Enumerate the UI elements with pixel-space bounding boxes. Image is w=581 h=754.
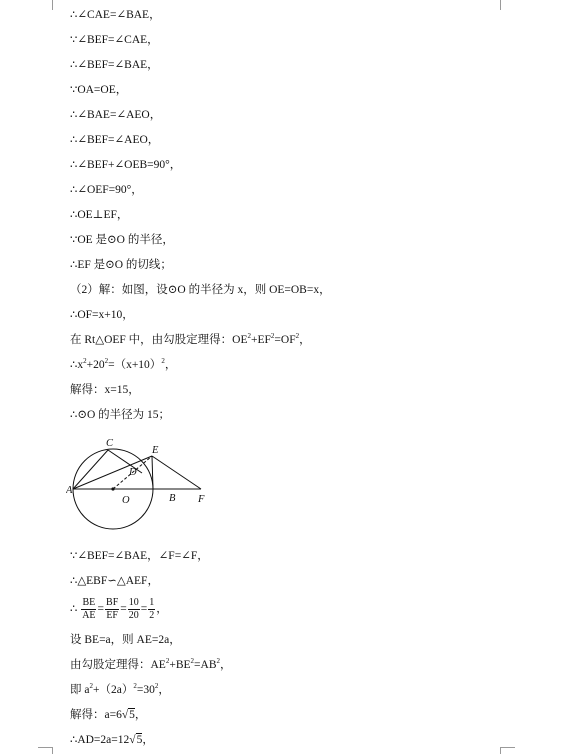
line-5: ∴∠BAE=∠AEO， [70, 109, 162, 121]
line-8: ∴∠OEF=90°， [70, 184, 143, 196]
fraction-numerator: BF [106, 596, 119, 608]
crop-mark-bottom-left [38, 747, 53, 754]
fraction-denominator: EF [106, 609, 118, 621]
line-12: （2）解：如图，设⊙O 的半径为 x，则 OE=OB=x， [70, 284, 331, 296]
line-3: ∴∠BEF=∠BAE， [70, 59, 159, 71]
line-13: ∴OF=x+10， [70, 309, 134, 321]
segment-eb [152, 456, 153, 489]
line-14-part-b: +EF [251, 334, 271, 346]
line-23-part-a: 即 a [70, 684, 90, 696]
line-25: ∴AD=2a=12√5， [70, 734, 154, 746]
line-15-part-b: +20 [86, 359, 105, 371]
line-20 [70, 596, 168, 622]
fraction-numerator: BE [82, 596, 96, 608]
superscript: 2 [295, 332, 300, 340]
label-a: A [66, 485, 73, 496]
line-15 [70, 357, 176, 373]
superscript: 2 [83, 357, 87, 365]
line-11: ∴EF 是⊙O 的切线； [70, 259, 172, 271]
fraction-denominator: 20 [128, 609, 139, 621]
geometry-figure [66, 432, 216, 540]
fraction-numerator: 1 [149, 596, 155, 608]
line-6: ∴∠BEF=∠AEO， [70, 134, 160, 146]
line-14 [70, 332, 311, 348]
line-1: ∴∠CAE=∠BAE， [70, 9, 161, 21]
line-20-therefore: ∴ [70, 603, 78, 615]
sqrt-radicand: 5 [136, 734, 143, 746]
crop-mark-bottom-right [500, 747, 515, 754]
equals-sign: = [97, 603, 105, 615]
line-14-part-d: ， [299, 334, 311, 346]
line-15-part-a: ∴x [70, 359, 84, 371]
line-19: ∴△EBF∽△AEF， [70, 575, 159, 587]
line-17: ∴⊙O 的半径为 15； [70, 409, 171, 421]
line-23 [70, 682, 170, 698]
crop-mark-top-left [38, 0, 53, 10]
line-22 [70, 657, 232, 673]
line-24: 解得：a=6√5， [70, 709, 147, 721]
line-7: ∴∠BEF+∠OEB=90°， [70, 159, 182, 171]
fraction-numerator: 10 [128, 596, 139, 608]
superscript: 2 [104, 357, 109, 365]
fraction-denominator: 2 [149, 609, 155, 621]
label-c: C [106, 438, 114, 449]
label-e: E [152, 445, 159, 456]
center-point-o [111, 487, 114, 490]
fraction-10-20 [128, 597, 140, 622]
superscript: 2 [133, 682, 137, 690]
superscript: 2 [190, 657, 195, 665]
superscript: 2 [270, 332, 275, 340]
line-18: ∵∠BEF=∠BAE，∠F=∠F， [70, 550, 209, 562]
line-25-part-a: ∴AD=2a=12 [70, 734, 130, 746]
sqrt-radicand: 5 [129, 709, 135, 721]
fraction-bf-ef [105, 597, 119, 622]
superscript: 2 [216, 657, 220, 665]
line-16: 解得：x=15， [70, 384, 140, 396]
label-o: O [122, 495, 130, 506]
line-20-end: ， [156, 603, 168, 615]
segment-cb [108, 450, 142, 473]
line-14-part-c: =OF [274, 334, 296, 346]
line-10: ∵OE 是⊙O 的半径， [70, 234, 174, 246]
line-14-part-a: 在 Rt△OEF 中，由勾股定理得：OE [70, 334, 248, 346]
superscript: 2 [89, 682, 93, 690]
equals-sign: = [140, 603, 148, 615]
line-4: ∵OA=OE， [70, 84, 128, 96]
line-24-part-a: 解得：a=6 [70, 709, 122, 721]
line-21: 设 BE=a，则 AE=2a， [70, 634, 181, 646]
line-15-part-c: =（x+10） [108, 359, 162, 371]
equals-sign: = [120, 603, 127, 615]
line-22-part-a: 由勾股定理得：AE [70, 659, 166, 671]
label-f: F [198, 494, 205, 505]
line-24-part-c: ， [134, 709, 147, 721]
line-23-part-d: ， [158, 684, 170, 696]
line-15-part-d: ， [164, 359, 177, 371]
line-2: ∵∠BEF=∠CAE， [70, 34, 159, 46]
superscript: 2 [154, 682, 159, 690]
fraction-be-ae [81, 597, 96, 622]
line-23-part-b: +（2a） [92, 684, 134, 696]
line-9: ∴OE⊥EF， [70, 209, 129, 221]
superscript: 2 [161, 357, 165, 365]
superscript: 2 [165, 657, 170, 665]
fraction-denominator: AE [82, 609, 96, 621]
label-d: D [129, 467, 137, 478]
line-22-part-d: ， [220, 659, 232, 671]
label-b: B [169, 493, 176, 504]
line-23-part-c: =30 [136, 684, 155, 696]
crop-mark-top-right [500, 0, 515, 10]
line-25-part-c: ， [142, 734, 154, 746]
line-22-part-b: +BE [169, 659, 191, 671]
superscript: 2 [247, 332, 252, 340]
fraction-1-2 [148, 597, 155, 622]
segment-ef [152, 456, 201, 489]
line-22-part-c: =AB [194, 659, 217, 671]
